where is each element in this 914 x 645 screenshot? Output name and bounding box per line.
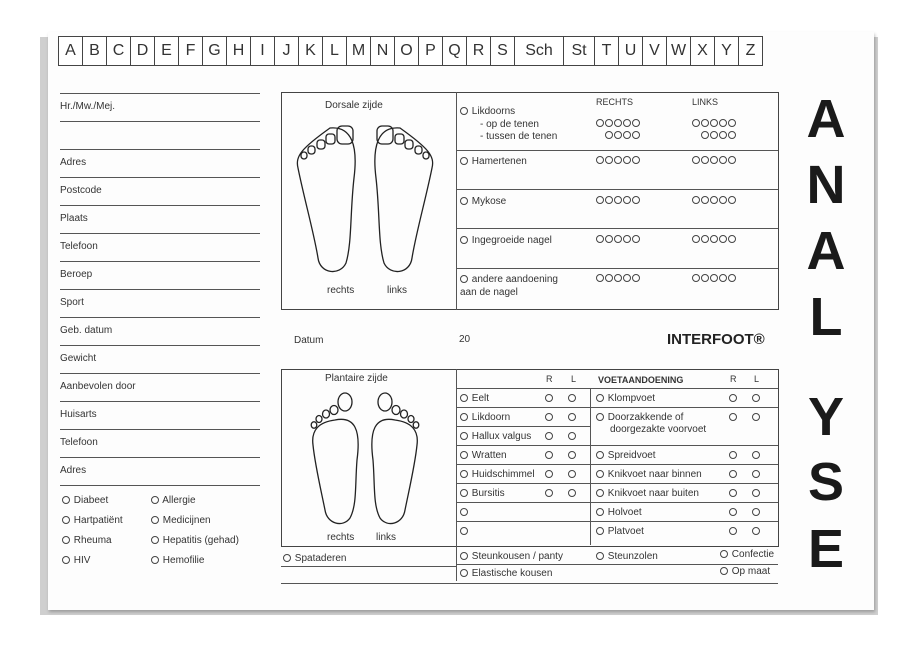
dorsal-item-other-nail-line2: aan de nagel — [460, 287, 518, 298]
dorsal-item-other-nail[interactable]: andere aandoening — [460, 274, 558, 285]
foot-item-valgus-out[interactable]: Knikvoet naar buiten — [596, 488, 699, 499]
rl-pair[interactable] — [545, 413, 577, 421]
field-weight-input[interactable] — [60, 373, 260, 374]
checkbox-circle[interactable] — [460, 107, 468, 115]
field-label-gp: Huisarts — [60, 409, 97, 420]
tab-c[interactable]: C — [107, 37, 131, 65]
plantar-right-label: rechts — [327, 532, 355, 543]
plantar-title: Plantaire zijde — [325, 373, 388, 384]
checkbox-circle[interactable] — [151, 556, 159, 564]
side-title-letter: A — [806, 221, 846, 281]
field-label-postcode: Postcode — [60, 185, 102, 196]
dorsal-right-label: rechts — [327, 285, 355, 296]
rating-left[interactable] — [692, 235, 737, 243]
tab-v[interactable]: V — [643, 37, 667, 65]
field-city-input[interactable] — [60, 233, 260, 234]
condition-rheuma[interactable]: Rheuma — [62, 535, 112, 546]
rl-pair[interactable] — [545, 394, 577, 402]
dorsal-divider — [456, 92, 457, 310]
rating-right[interactable] — [596, 156, 641, 164]
option-insoles[interactable]: Steunzolen — [596, 551, 658, 562]
plantar-item-blank-1[interactable] — [460, 507, 469, 518]
dorsal-item-ingrown-nail[interactable]: Ingegroeide nagel — [460, 235, 552, 246]
field-label-birthdate: Geb. datum — [60, 325, 113, 336]
option-support-stockings[interactable]: Steunkousen / panty — [460, 551, 563, 562]
field-profession-input[interactable] — [60, 289, 260, 290]
date-year-prefix: 20 — [459, 334, 471, 345]
checkbox-circle[interactable] — [596, 470, 604, 478]
tab-o[interactable]: O — [395, 37, 419, 65]
condition-heart[interactable]: Hartpatiënt — [62, 515, 123, 526]
tab-j[interactable]: J — [275, 37, 299, 65]
side-title-letter: L — [809, 287, 843, 347]
rating-left[interactable] — [692, 274, 737, 282]
tab-d[interactable]: D — [131, 37, 155, 65]
plantar-left-label: links — [376, 532, 397, 543]
field-label-gp-phone: Telefoon — [60, 437, 98, 448]
tab-y[interactable]: Y — [715, 37, 739, 65]
plantar-col-l-2: L — [754, 374, 760, 384]
option-elastic-stockings[interactable]: Elastische kousen — [460, 568, 552, 579]
rl-pair[interactable] — [729, 508, 761, 516]
checkbox-circle[interactable] — [460, 508, 468, 516]
rating-right[interactable] — [596, 274, 641, 282]
dorsal-sub-between-toes: - tussen de tenen — [480, 131, 558, 142]
side-title-letter: S — [807, 452, 845, 512]
checkbox-circle[interactable] — [596, 508, 604, 516]
rl-pair[interactable] — [545, 432, 577, 440]
tab-q[interactable]: Q — [443, 37, 467, 65]
checkbox-circle[interactable] — [596, 451, 604, 459]
checkbox-circle[interactable] — [460, 569, 468, 577]
dorsal-item-corns[interactable]: Likdoorns — [460, 106, 515, 117]
field-name-input[interactable] — [60, 121, 260, 122]
rating-left[interactable] — [701, 131, 737, 139]
checkbox-circle[interactable] — [596, 552, 604, 560]
rl-pair[interactable] — [729, 394, 761, 402]
checkbox-circle[interactable] — [460, 394, 468, 402]
field-label-phone: Telefoon — [60, 241, 98, 252]
checkbox-circle[interactable] — [596, 413, 604, 421]
plantar-item-bursitis[interactable]: Bursitis — [460, 488, 505, 499]
tab-s[interactable]: S — [491, 37, 515, 65]
rl-pair[interactable] — [545, 451, 577, 459]
field-label-name: Hr./Mw./Mej. — [60, 101, 116, 112]
alphabet-index — [58, 36, 763, 66]
rating-right[interactable] — [596, 235, 641, 243]
field-label-city: Plaats — [60, 213, 88, 224]
tab-h[interactable]: H — [227, 37, 251, 65]
plantar-item-blank-2[interactable] — [460, 526, 469, 537]
checkbox-circle[interactable] — [62, 556, 70, 564]
plantar-item-warts[interactable]: Wratten — [460, 450, 507, 461]
foot-item-valgus-in[interactable]: Knikvoet naar binnen — [596, 469, 702, 480]
plantar-item-skin-fungus[interactable]: Huidschimmel — [460, 469, 535, 480]
foot-item-hollow[interactable]: Holvoet — [596, 507, 642, 518]
rl-pair[interactable] — [729, 527, 761, 535]
checkbox-circle[interactable] — [151, 496, 159, 504]
checkbox-circle[interactable] — [720, 567, 728, 575]
foot-condition-title: VOETAANDOENING — [598, 375, 684, 385]
plantar-col-l: L — [571, 374, 577, 384]
option-varicose-veins[interactable]: Spataderen — [283, 553, 347, 564]
checkbox-circle[interactable] — [460, 552, 468, 560]
field-name-input-2[interactable] — [60, 149, 260, 150]
tab-g[interactable]: G — [203, 37, 227, 65]
rating-left[interactable] — [692, 156, 737, 164]
side-title-letter: N — [806, 155, 846, 215]
tab-p[interactable]: P — [419, 37, 443, 65]
field-birthdate-input[interactable] — [60, 345, 260, 346]
checkbox-circle[interactable] — [460, 157, 468, 165]
dorsal-title: Dorsale zijde — [325, 100, 383, 111]
tab-a[interactable]: A — [59, 37, 83, 65]
checkbox-circle[interactable] — [720, 550, 728, 558]
checkbox-circle[interactable] — [62, 496, 70, 504]
checkbox-circle[interactable] — [62, 516, 70, 524]
dorsal-col-left: LINKS — [692, 97, 719, 107]
tab-l[interactable]: L — [323, 37, 347, 65]
plantar-item-hallux-valgus[interactable]: Hallux valgus — [460, 431, 531, 442]
field-gp-phone-input[interactable] — [60, 457, 260, 458]
foot-item-flat[interactable]: Platvoet — [596, 526, 644, 537]
foot-item-sagging-line2: doorgezakte voorvoet — [610, 424, 707, 435]
rl-pair[interactable] — [729, 470, 761, 478]
tab-r[interactable]: R — [467, 37, 491, 65]
condition-medication[interactable]: Medicijnen — [151, 515, 211, 526]
dorsal-left-label: links — [387, 285, 408, 296]
tab-w[interactable]: W — [667, 37, 691, 65]
field-address-input[interactable] — [60, 177, 260, 178]
field-postcode-input[interactable] — [60, 205, 260, 206]
condition-allergy[interactable]: Allergie — [151, 495, 196, 506]
checkbox-circle[interactable] — [596, 394, 604, 402]
checkbox-circle[interactable] — [460, 451, 468, 459]
condition-hiv[interactable]: HIV — [62, 555, 90, 566]
brand-logo: INTERFOOT® — [667, 331, 765, 348]
tab-z[interactable]: Z — [745, 42, 756, 59]
field-label-profession: Beroep — [60, 269, 93, 280]
tab-u[interactable]: U — [619, 37, 643, 65]
field-phone-input[interactable] — [60, 261, 260, 262]
checkbox-circle[interactable] — [460, 236, 468, 244]
condition-diabetes[interactable]: Diabeet — [62, 495, 108, 506]
rl-pair[interactable] — [545, 470, 577, 478]
tab-x[interactable]: X — [691, 37, 715, 65]
checkbox-circle[interactable] — [460, 489, 468, 497]
checkbox-circle[interactable] — [151, 536, 159, 544]
option-ready-made[interactable]: Confectie — [720, 549, 774, 560]
field-gp-address-input[interactable] — [60, 485, 260, 486]
rl-pair[interactable] — [729, 489, 761, 497]
dorsal-item-hammertoes[interactable]: Hamertenen — [460, 156, 527, 167]
field-line — [60, 93, 260, 94]
tab-k[interactable]: K — [299, 37, 323, 65]
foot-item-splayfoot[interactable]: Spreidvoet — [596, 450, 656, 461]
condition-hemophilia[interactable]: Hemofilie — [151, 555, 204, 566]
tab-b[interactable]: B — [83, 37, 107, 65]
checkbox-circle[interactable] — [283, 554, 291, 562]
plantar-feet-icon — [305, 390, 425, 530]
tab-sch[interactable]: Sch — [515, 37, 564, 65]
side-title-letter: A — [806, 89, 846, 149]
field-label-gp-address: Adres — [60, 465, 87, 476]
tab-t[interactable]: T — [595, 37, 619, 65]
rating-left[interactable] — [692, 119, 737, 127]
checkbox-circle[interactable] — [460, 470, 468, 478]
condition-hepatitis[interactable]: Hepatitis (gehad) — [151, 535, 239, 546]
tab-f[interactable]: F — [179, 37, 203, 65]
side-title-letter: E — [807, 519, 845, 579]
foot-item-clubfoot[interactable]: Klompvoet — [596, 393, 655, 404]
plantar-col-r: R — [546, 374, 553, 384]
date-label: Datum — [294, 335, 324, 346]
checkbox-circle[interactable] — [62, 536, 70, 544]
checkbox-circle[interactable] — [460, 432, 468, 440]
rl-pair[interactable] — [545, 489, 577, 497]
foot-item-sagging[interactable]: Doorzakkende of — [596, 412, 683, 423]
checkbox-circle[interactable] — [460, 197, 468, 205]
checkbox-circle[interactable] — [460, 275, 468, 283]
dorsal-item-mycosis[interactable]: Mykose — [460, 196, 506, 207]
dorsal-sub-on-toes: - op de tenen — [480, 119, 539, 130]
tab-m[interactable]: M — [347, 37, 371, 65]
dorsal-feet-icon — [290, 118, 440, 278]
checkbox-circle[interactable] — [460, 527, 468, 535]
dorsal-col-right: RECHTS — [596, 97, 634, 107]
checkbox-circle[interactable] — [596, 527, 604, 535]
field-referred-input[interactable] — [60, 401, 260, 402]
plantar-item-callus[interactable]: Eelt — [460, 393, 489, 404]
plantar-item-corn[interactable]: Likdoorn — [460, 412, 510, 423]
field-label-weight: Gewicht — [60, 353, 97, 364]
field-label-address: Adres — [60, 157, 87, 168]
rating-right[interactable] — [596, 196, 641, 204]
tab-n[interactable]: N — [371, 37, 395, 65]
tab-st[interactable]: St — [564, 37, 595, 65]
rl-pair[interactable] — [729, 451, 761, 459]
checkbox-circle[interactable] — [460, 413, 468, 421]
option-custom-made[interactable]: Op maat — [720, 566, 770, 577]
field-gp-input[interactable] — [60, 429, 260, 430]
checkbox-circle[interactable] — [596, 489, 604, 497]
checkbox-circle[interactable] — [151, 516, 159, 524]
field-label-referred-by: Aanbevolen door — [60, 381, 136, 392]
side-title-letter: Y — [807, 387, 845, 447]
field-sport-input[interactable] — [60, 317, 260, 318]
field-label-sport: Sport — [60, 297, 84, 308]
tab-e[interactable]: E — [155, 37, 179, 65]
rl-pair[interactable] — [729, 413, 761, 421]
tab-i[interactable]: I — [251, 37, 275, 65]
rating-right[interactable] — [596, 119, 641, 127]
plantar-col-r-2: R — [730, 374, 737, 384]
rating-left[interactable] — [692, 196, 737, 204]
plantar-divider — [456, 369, 457, 581]
rating-right[interactable] — [605, 131, 641, 139]
